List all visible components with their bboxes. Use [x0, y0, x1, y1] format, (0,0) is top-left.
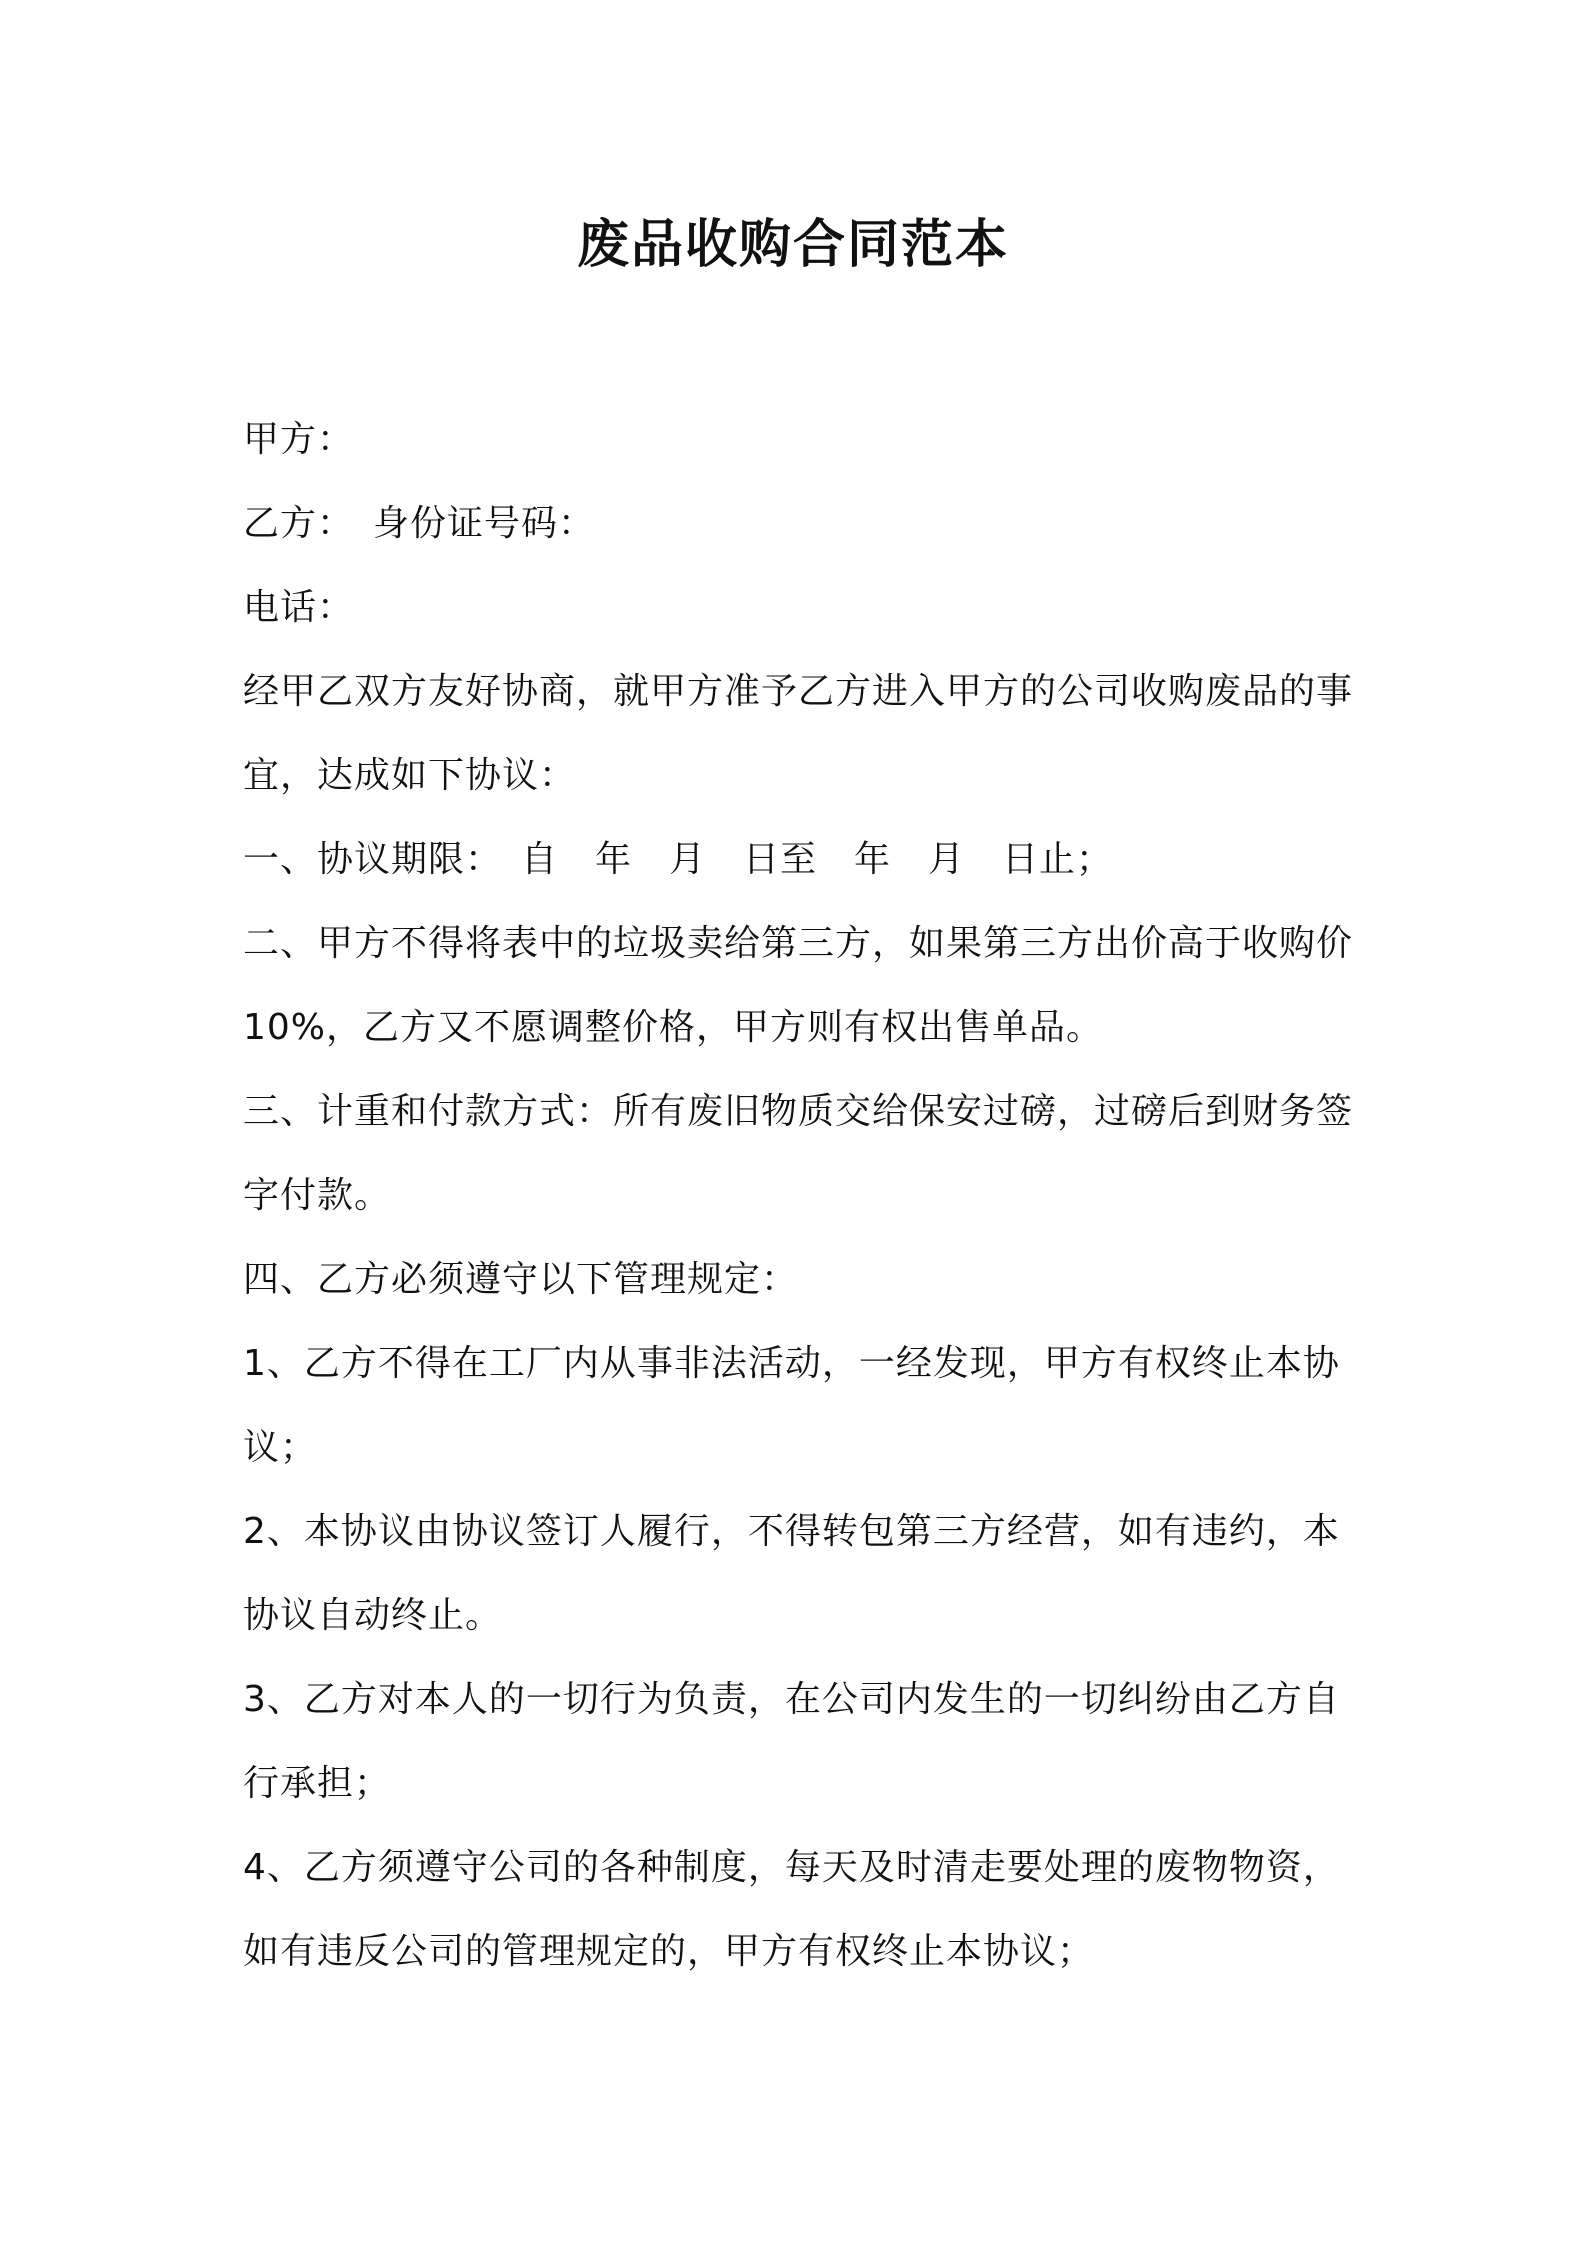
preamble-line-2: 宜，达成如下协议： [243, 755, 577, 796]
clause-2-line-2: 10%，乙方又不愿调整价格，甲方则有权出售单品。 [243, 1007, 1104, 1048]
party-b-id-line: 乙方： 身份证号码： [243, 503, 596, 544]
document-title: 废品收购合同范本 [576, 215, 1009, 275]
rule-1-line-1: 1、乙方不得在工厂内从事非法活动，一经发现，甲方有权终止本协 [243, 1343, 1340, 1384]
rule-4-line-1: 4、乙方须遵守公司的各种制度，每天及时清走要处理的废物物资， [243, 1847, 1340, 1888]
rule-3-line-1: 3、乙方对本人的一切行为负责，在公司内发生的一切纠纷由乙方自 [243, 1679, 1340, 1720]
clause-3-line-1: 三、计重和付款方式：所有废旧物质交给保安过磅，过磅后到财务签 [243, 1091, 1354, 1132]
clause-2-line-1: 二、甲方不得将表中的垃圾卖给第三方，如果第三方出价高于收购价 [243, 923, 1354, 964]
phone-line: 电话： [243, 587, 355, 628]
preamble-line-1: 经甲乙双方友好协商，就甲方准予乙方进入甲方的公司收购废品的事 [243, 671, 1354, 712]
rule-3-line-2: 行承担； [243, 1763, 392, 1804]
contract-body [243, 398, 1373, 1994]
rule-1-line-2: 议； [243, 1427, 318, 1468]
clause-3-line-2: 字付款。 [243, 1175, 392, 1216]
rule-2-line-2: 协议自动终止。 [243, 1595, 503, 1636]
party-a-line: 甲方： [243, 419, 355, 460]
rule-4-line-2: 如有违反公司的管理规定的，甲方有权终止本协议； [243, 1931, 1095, 1972]
rule-2-line-1: 2、本协议由协议签订人履行，不得转包第三方经营，如有违约，本 [243, 1511, 1340, 1552]
clause-4-heading: 四、乙方必须遵守以下管理规定： [243, 1259, 799, 1300]
clause-1-term: 一、协议期限： 自 年 月 日至 年 月 日止； [243, 839, 1114, 880]
